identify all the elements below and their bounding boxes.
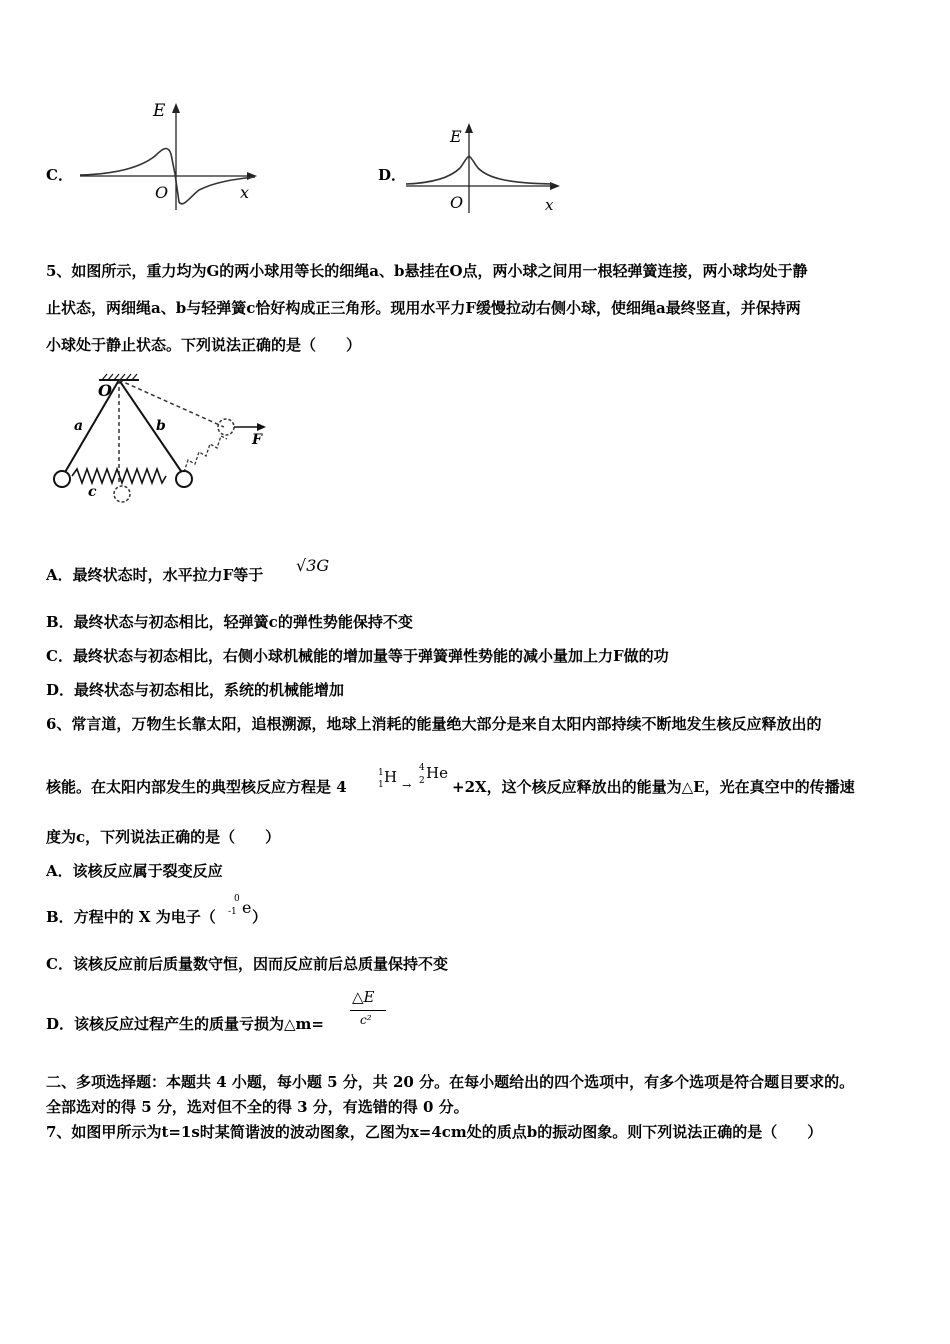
q5-option-c: C．最终状态与初态相比，右侧小球机械能的增加量等于弹簧弹性势能的减小量加上力F做的功 xyxy=(46,647,669,665)
graph-c-e-label: E xyxy=(153,101,166,121)
graph-c xyxy=(75,98,265,213)
graph-d-e-label: E xyxy=(450,127,462,146)
q5-diagram-b-label: b xyxy=(156,418,166,434)
e-mass-number: 0 xyxy=(234,894,240,904)
reaction-arrow: → xyxy=(402,779,412,792)
q5-option-d: D．最终状态与初态相比，系统的机械能增加 xyxy=(46,681,345,699)
q6-option-d: D．该核反应过程产生的质量亏损为△m= xyxy=(46,1015,324,1033)
q7-stem-line1: 7、如图甲所示为t=1s时某简谐波的波动图象，乙图为x=4cm处的质点b的振动图象。则下列说法正确的是（ ） xyxy=(46,1123,823,1141)
q6-option-a: A．该核反应属于裂变反应 xyxy=(46,862,223,880)
he-mass-number: 4 xyxy=(419,763,425,773)
frac-numerator: △E xyxy=(352,988,375,1006)
graph-d-o-label: O xyxy=(450,193,464,212)
q6-stem-line1: 6、常言道，万物生长靠太阳，追根溯源，地球上消耗的能量绝大部分是来自太阳内部持续不断地发生核反应释放出的 xyxy=(46,715,822,733)
q5-option-a: A．最终状态时，水平拉力F等于 xyxy=(46,566,264,584)
graph-d-x-label: x xyxy=(545,196,554,214)
section2-heading-line2: 全部选对的得 5 分，选对但不全的得 3 分，有选错的得 0 分。 xyxy=(46,1098,469,1116)
graph-c-x-label: x xyxy=(240,183,250,202)
e-symbol: e xyxy=(242,898,252,917)
q5-option-b: B．最终状态与初态相比，轻弹簧c的弹性势能保持不变 xyxy=(46,613,413,631)
q5-diagram-f-label: F xyxy=(252,432,262,448)
q6-stem-line3: 度为c，下列说法正确的是（ ） xyxy=(46,828,281,846)
graph-c-o-label: O xyxy=(155,183,169,202)
e-charge-number: -1 xyxy=(228,907,237,917)
option-d-label: D． xyxy=(378,166,407,184)
q5-stem-line1: 5、如图所示，重力均为G的两小球用等长的细绳a、b悬挂在O点，两小球之间用一根轻弹簧连接，两小球均处于静 xyxy=(46,262,808,280)
frac-bar xyxy=(350,1010,386,1011)
he-symbol: He xyxy=(426,764,448,782)
he-charge-number: 2 xyxy=(419,776,425,786)
h-charge-number: 1 xyxy=(378,780,384,790)
q6-stem-line2-post: +2X，这个核反应释放出的能量为△E，光在真空中的传播速 xyxy=(452,778,855,796)
q5-diagram-o-label: O xyxy=(98,381,112,400)
option-c-label: C． xyxy=(46,166,73,184)
q6-stem-line2-pre: 核能。在太阳内部发生的典型核反应方程是 4 xyxy=(46,778,347,796)
section2-heading-line1: 二、多项选择题：本题共 4 小题，每小题 5 分，共 20 分。在每小题给出的四个选项中，有多个选项是符合题目要求的。 xyxy=(46,1073,855,1091)
q5-diagram-a-label: a xyxy=(74,418,84,434)
q6-option-b-post: ） xyxy=(252,908,268,926)
q5-option-a-formula: √3G xyxy=(296,556,330,575)
frac-denominator: c² xyxy=(360,1013,372,1027)
h-symbol: H xyxy=(384,768,398,786)
q5-stem-line2: 止状态，两细绳a、b与轻弹簧c恰好构成正三角形。现用水平力F缓慢拉动右侧小球，使细绳a最终竖直，并保持两 xyxy=(46,299,801,317)
q5-diagram xyxy=(44,372,274,512)
q5-diagram-c-label: c xyxy=(88,484,97,500)
q5-stem-line3: 小球处于静止状态。下列说法正确的是（ ） xyxy=(46,336,362,354)
graph-d xyxy=(402,118,567,218)
h-mass-number: 1 xyxy=(378,768,384,778)
q6-option-b-pre: B．方程中的 X 为电子（ xyxy=(46,908,216,926)
q6-option-c: C．该核反应前后质量数守恒，因而反应前后总质量保持不变 xyxy=(46,955,448,973)
